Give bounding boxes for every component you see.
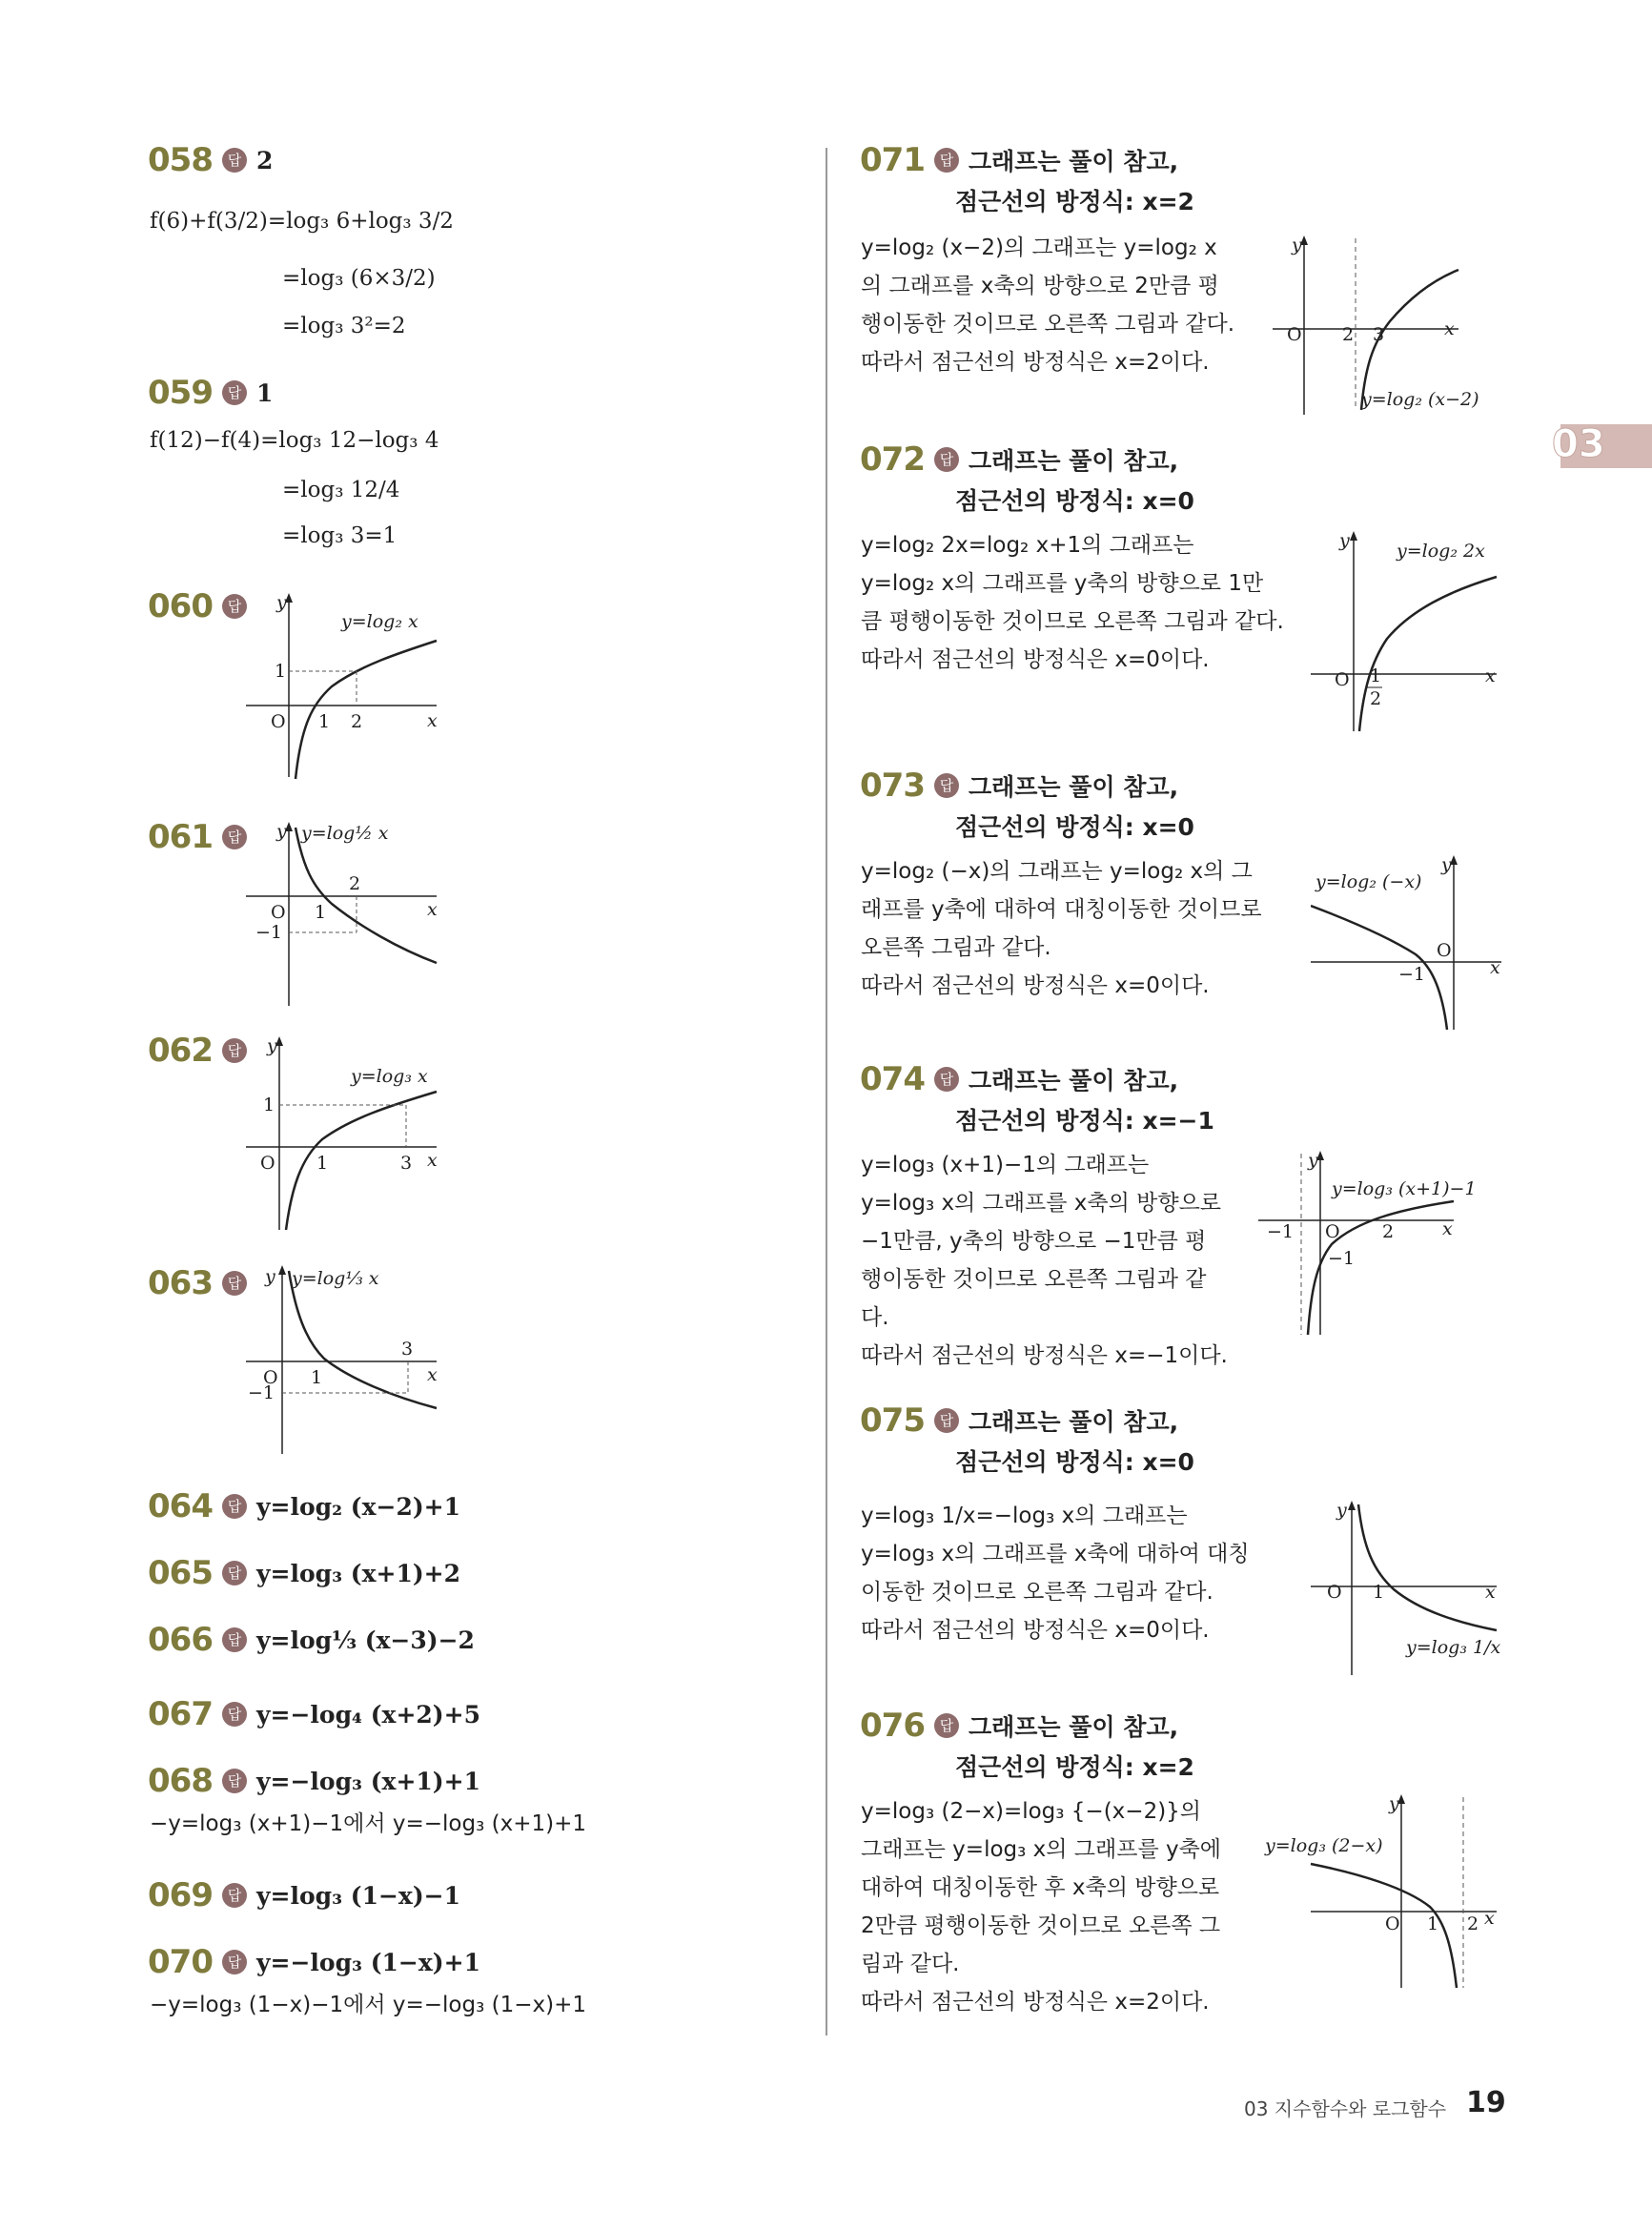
problem-number: 076 xyxy=(860,1707,925,1745)
solution-line: −y=log₃ (1−x)−1에서 y=−log₃ (1−x)+1 xyxy=(150,1993,586,2017)
graph-071 xyxy=(1268,234,1506,415)
answer: 그래프는 풀이 참고, xyxy=(968,1408,1179,1436)
tick-label: 2 xyxy=(1370,688,1382,709)
solution-line: 큼 평행이동한 것이므로 오른쪽 그림과 같다. xyxy=(861,609,1284,634)
graph-061 xyxy=(236,820,446,1011)
solution-line: f(12)−f(4)=log₃ 12−log₃ 4 xyxy=(150,428,439,453)
tick-label: 2 xyxy=(1382,1221,1395,1242)
answer-badge-icon: 답 xyxy=(222,1271,247,1296)
tick-label: 1 xyxy=(1373,1582,1385,1603)
solution-line: 대하여 대칭이동한 후 x축의 방향으로 xyxy=(861,1875,1220,1900)
answer-badge-icon: 답 xyxy=(222,1883,247,1908)
problem-number: 061 xyxy=(148,818,213,856)
problem-059-header xyxy=(148,374,273,412)
solution-line: 따라서 점근선의 방정식은 x=0이다. xyxy=(861,647,1210,672)
solution-line: 오른쪽 그림과 같다. xyxy=(861,935,1051,960)
problem-058-header xyxy=(148,141,273,179)
problem-number: 071 xyxy=(860,141,925,179)
problem-number: 070 xyxy=(148,1943,213,1981)
graph-label: y=log₂ (−x) xyxy=(1315,871,1422,892)
problem-number: 062 xyxy=(148,1032,213,1070)
answer-badge-icon: 답 xyxy=(222,825,247,849)
origin-label: O xyxy=(1325,1221,1340,1242)
answer-asymptote: 점근선의 방정식: x=2 xyxy=(955,188,1194,215)
solution-line: −1만큼, y축의 방향으로 −1만큼 평 xyxy=(861,1229,1207,1254)
solution-line: y=log₃ 1/x=−log₃ x의 그래프는 xyxy=(861,1504,1188,1528)
x-axis-label: x xyxy=(1444,318,1455,339)
problem-number: 060 xyxy=(148,587,213,625)
answer-badge-icon: 답 xyxy=(222,1561,247,1586)
answer: y=log₃ (x+1)+2 xyxy=(255,1559,461,1587)
problem-number: 074 xyxy=(860,1060,925,1098)
x-axis-label: x xyxy=(1484,1908,1495,1929)
graph-076 xyxy=(1263,1792,1506,1993)
answer-badge-icon: 답 xyxy=(934,1067,959,1092)
origin-label: O xyxy=(271,711,286,732)
tick-label: 1 xyxy=(1427,1913,1439,1934)
graph-label: y=log₂ (x−2) xyxy=(1361,389,1479,410)
solution-line: =log₃ 12/4 xyxy=(282,478,400,502)
answer-badge-icon: 답 xyxy=(222,1038,247,1063)
solution-line: 따라서 점근선의 방정식은 x=0이다. xyxy=(861,973,1210,998)
answer-asymptote: 점근선의 방정식: x=−1 xyxy=(955,1107,1214,1135)
graph-072 xyxy=(1306,529,1506,734)
graph-075 xyxy=(1306,1499,1506,1680)
answer-badge-icon: 답 xyxy=(934,773,959,798)
y-axis-label: y xyxy=(276,592,287,613)
problem-073-header xyxy=(860,767,1178,805)
problem-number: 068 xyxy=(148,1762,213,1800)
tick-label: 1 xyxy=(263,1095,275,1115)
problem-number: 072 xyxy=(860,440,925,479)
origin-label: O xyxy=(1335,669,1350,690)
answer-badge-icon: 답 xyxy=(222,594,247,619)
problem-068-header xyxy=(148,1762,480,1800)
tick-label: −1 xyxy=(248,1382,275,1403)
problem-number: 065 xyxy=(148,1554,213,1592)
problem-number: 063 xyxy=(148,1264,213,1302)
y-axis-label: y xyxy=(265,1266,275,1287)
solution-line: y=log₃ (2−x)=log₃ {−(x−2)}의 xyxy=(861,1799,1202,1824)
problem-064-header xyxy=(148,1487,460,1525)
solution-line: 다. xyxy=(861,1305,889,1330)
solution-line: y=log₂ (x−2)의 그래프는 y=log₂ x xyxy=(861,235,1217,260)
tick-label: −1 xyxy=(255,922,283,943)
solution-line: 의 그래프를 x축의 방향으로 2만큼 평 xyxy=(861,274,1219,298)
answer: 그래프는 풀이 참고, xyxy=(968,447,1179,475)
y-axis-label: y xyxy=(1292,235,1302,256)
problem-065-header xyxy=(148,1554,460,1592)
footer-chapter-title: 03 지수함수와 로그함수 xyxy=(1244,2097,1447,2120)
y-axis-label: y xyxy=(276,821,287,842)
tick-label: 3 xyxy=(1373,324,1385,345)
solution-line: −y=log₃ (x+1)−1에서 y=−log₃ (x+1)+1 xyxy=(150,1811,586,1836)
solution-block xyxy=(861,1792,1221,2021)
graph-label: y=log⅓ x xyxy=(292,1268,379,1289)
problem-number: 066 xyxy=(148,1621,213,1659)
x-axis-label: x xyxy=(1490,957,1500,978)
problem-072-header xyxy=(860,440,1178,479)
problem-061-header xyxy=(148,818,247,856)
origin-label: O xyxy=(1327,1582,1342,1603)
x-axis-label: x xyxy=(427,1364,438,1385)
solution-block xyxy=(861,526,1284,679)
tick-label: 2 xyxy=(349,873,361,894)
graph-label: y=log₃ (x+1)−1 xyxy=(1332,1178,1477,1199)
x-axis-label: x xyxy=(1485,1582,1496,1603)
tick-label: 1 xyxy=(311,1367,323,1388)
answer-badge-icon: 답 xyxy=(934,148,959,173)
solution-line: 따라서 점근선의 방정식은 x=0이다. xyxy=(861,1618,1210,1643)
graph-073 xyxy=(1311,853,1506,1034)
solution-line: 행이동한 것이므로 오른쪽 그림과 같다. xyxy=(861,312,1235,337)
solution-line: 따라서 점근선의 방정식은 x=2이다. xyxy=(861,1990,1210,2015)
y-axis-label: y xyxy=(1339,530,1350,551)
answer-asymptote: 점근선의 방정식: x=0 xyxy=(955,813,1194,841)
solution-line: =log₃ 3²=2 xyxy=(282,314,406,338)
graph-label: y=log₃ x xyxy=(351,1066,428,1087)
problem-number: 075 xyxy=(860,1401,925,1440)
tick-label: 2 xyxy=(351,711,363,732)
problem-number: 067 xyxy=(148,1695,213,1733)
solution-line: f(6)+f(3/2)=log₃ 6+log₃ 3/2 xyxy=(150,209,454,234)
x-axis-label: x xyxy=(427,710,438,731)
tick-label: 3 xyxy=(401,1339,414,1360)
x-axis-label: x xyxy=(427,899,438,920)
tick-label: 1 xyxy=(1370,665,1382,686)
solution-line: =log₃ (6×3/2) xyxy=(282,266,436,291)
problem-076-header xyxy=(860,1707,1178,1745)
answer: 그래프는 풀이 참고, xyxy=(968,1067,1179,1095)
solution-line: 이동한 것이므로 오른쪽 그림과 같다. xyxy=(861,1580,1214,1605)
solution-line: 2만큼 평행이동한 것이므로 오른쪽 그 xyxy=(861,1913,1221,1938)
graph-label: y=log₃ 1/x xyxy=(1406,1637,1501,1658)
solution-line: =log₃ 3=1 xyxy=(282,523,398,548)
tick-label: 2 xyxy=(1467,1913,1479,1934)
answer: 1 xyxy=(255,378,274,407)
tick-label: −1 xyxy=(1267,1221,1295,1242)
solution-line: 행이동한 것이므로 오른쪽 그림과 같 xyxy=(861,1267,1207,1292)
x-axis-label: x xyxy=(427,1150,438,1171)
problem-063-header xyxy=(148,1264,247,1302)
solution-line: 따라서 점근선의 방정식은 x=2이다. xyxy=(861,350,1210,375)
answer: y=−log₃ (x+1)+1 xyxy=(255,1767,480,1795)
x-axis-label: x xyxy=(1442,1218,1453,1239)
solution-block xyxy=(861,1497,1250,1649)
answer-badge-icon: 답 xyxy=(222,1769,247,1793)
answer-badge-icon: 답 xyxy=(222,1494,247,1519)
answer: y=−log₃ (1−x)+1 xyxy=(255,1948,480,1976)
answer-badge-icon: 답 xyxy=(934,447,959,472)
problem-060-header xyxy=(148,587,247,625)
tick-label: 1 xyxy=(315,902,327,923)
answer-badge-icon: 답 xyxy=(222,148,247,173)
y-axis-label: y xyxy=(1308,1150,1318,1171)
solution-block xyxy=(861,1146,1228,1375)
solution-line: y=log₂ (−x)의 그래프는 y=log₂ x의 그 xyxy=(861,859,1253,884)
y-axis-label: y xyxy=(1336,1500,1347,1521)
y-axis-label: y xyxy=(1389,1793,1399,1814)
answer: 그래프는 풀이 참고, xyxy=(968,1713,1179,1741)
problem-069-header xyxy=(148,1876,460,1914)
answer-badge-icon: 답 xyxy=(222,1702,247,1727)
graph-063 xyxy=(236,1263,446,1459)
tick-label: 1 xyxy=(275,661,287,682)
answer: y=log⅓ (x−3)−2 xyxy=(255,1626,475,1654)
graph-074 xyxy=(1254,1149,1506,1340)
tick-label: 1 xyxy=(318,711,331,732)
answer: y=−log₄ (x+2)+5 xyxy=(255,1700,480,1729)
answer-asymptote: 점근선의 방정식: x=0 xyxy=(955,487,1194,515)
graph-label: y=log₂ 2x xyxy=(1397,541,1485,562)
problem-062-header xyxy=(148,1032,247,1070)
problem-071-header xyxy=(860,141,1178,179)
solution-line: 래프를 y축에 대하여 대칭이동한 것이므로 xyxy=(861,897,1262,922)
graph-062 xyxy=(236,1034,446,1235)
page-number: 19 xyxy=(1466,2086,1506,2119)
origin-label: O xyxy=(263,1367,278,1388)
answer: 그래프는 풀이 참고, xyxy=(968,148,1179,175)
answer-badge-icon: 답 xyxy=(934,1408,959,1433)
problem-number: 064 xyxy=(148,1487,213,1525)
tick-label: −1 xyxy=(1398,964,1426,985)
tick-label: 3 xyxy=(400,1153,413,1174)
x-axis-label: x xyxy=(1485,665,1496,686)
answer-badge-icon: 답 xyxy=(934,1713,959,1738)
graph-label: y=log₃ (2−x) xyxy=(1265,1835,1383,1856)
origin-label: O xyxy=(271,902,286,923)
origin-label: O xyxy=(1385,1913,1400,1934)
solution-line: 림과 같다. xyxy=(861,1952,960,1976)
problem-number: 073 xyxy=(860,767,925,805)
column-divider xyxy=(826,148,827,2036)
solution-line: y=log₃ x의 그래프를 x축의 방향으로 xyxy=(861,1191,1222,1216)
solution-line: y=log₂ x의 그래프를 y축의 방향으로 1만 xyxy=(861,571,1264,596)
answer: y=log₃ (1−x)−1 xyxy=(255,1881,461,1910)
y-axis-label: y xyxy=(1441,854,1452,875)
answer-badge-icon: 답 xyxy=(222,1627,247,1652)
solution-line: y=log₃ x의 그래프를 x축에 대하여 대칭 xyxy=(861,1542,1250,1566)
tick-label: 1 xyxy=(316,1153,329,1174)
solution-block xyxy=(861,229,1234,381)
solution-line: y=log₃ (x+1)−1의 그래프는 xyxy=(861,1153,1150,1177)
origin-label: O xyxy=(1437,940,1452,961)
graph-label: y=log½ x xyxy=(301,823,389,844)
problem-number: 059 xyxy=(148,374,213,412)
tick-label: −1 xyxy=(1328,1248,1356,1269)
problem-067-header xyxy=(148,1695,480,1733)
problem-066-header xyxy=(148,1621,475,1659)
solution-block xyxy=(861,852,1262,1005)
answer: 2 xyxy=(255,146,274,174)
problem-number: 069 xyxy=(148,1876,213,1914)
answer: y=log₂ (x−2)+1 xyxy=(255,1492,461,1521)
graph-060 xyxy=(236,591,446,782)
origin-label: O xyxy=(260,1153,275,1174)
answer-asymptote: 점근선의 방정식: x=0 xyxy=(955,1448,1194,1476)
answer: 그래프는 풀이 참고, xyxy=(968,773,1179,801)
origin-label: O xyxy=(1287,324,1302,345)
answer-asymptote: 점근선의 방정식: x=2 xyxy=(955,1753,1194,1781)
answer-badge-icon: 답 xyxy=(222,380,247,405)
problem-070-header xyxy=(148,1943,480,1981)
problem-074-header xyxy=(860,1060,1178,1098)
y-axis-label: y xyxy=(267,1035,277,1056)
tick-label: 2 xyxy=(1342,324,1355,345)
problem-number: 058 xyxy=(148,141,213,179)
graph-label: y=log₂ x xyxy=(341,611,418,632)
problem-075-header xyxy=(860,1401,1178,1440)
answer-badge-icon: 답 xyxy=(222,1950,247,1974)
solution-line: 그래프는 y=log₃ x의 그래프를 y축에 xyxy=(861,1837,1222,1862)
solution-line: y=log₂ 2x=log₂ x+1의 그래프는 xyxy=(861,533,1194,558)
chapter-tab-label: 03 xyxy=(1552,422,1605,466)
solution-line: 따라서 점근선의 방정식은 x=−1이다. xyxy=(861,1343,1228,1368)
